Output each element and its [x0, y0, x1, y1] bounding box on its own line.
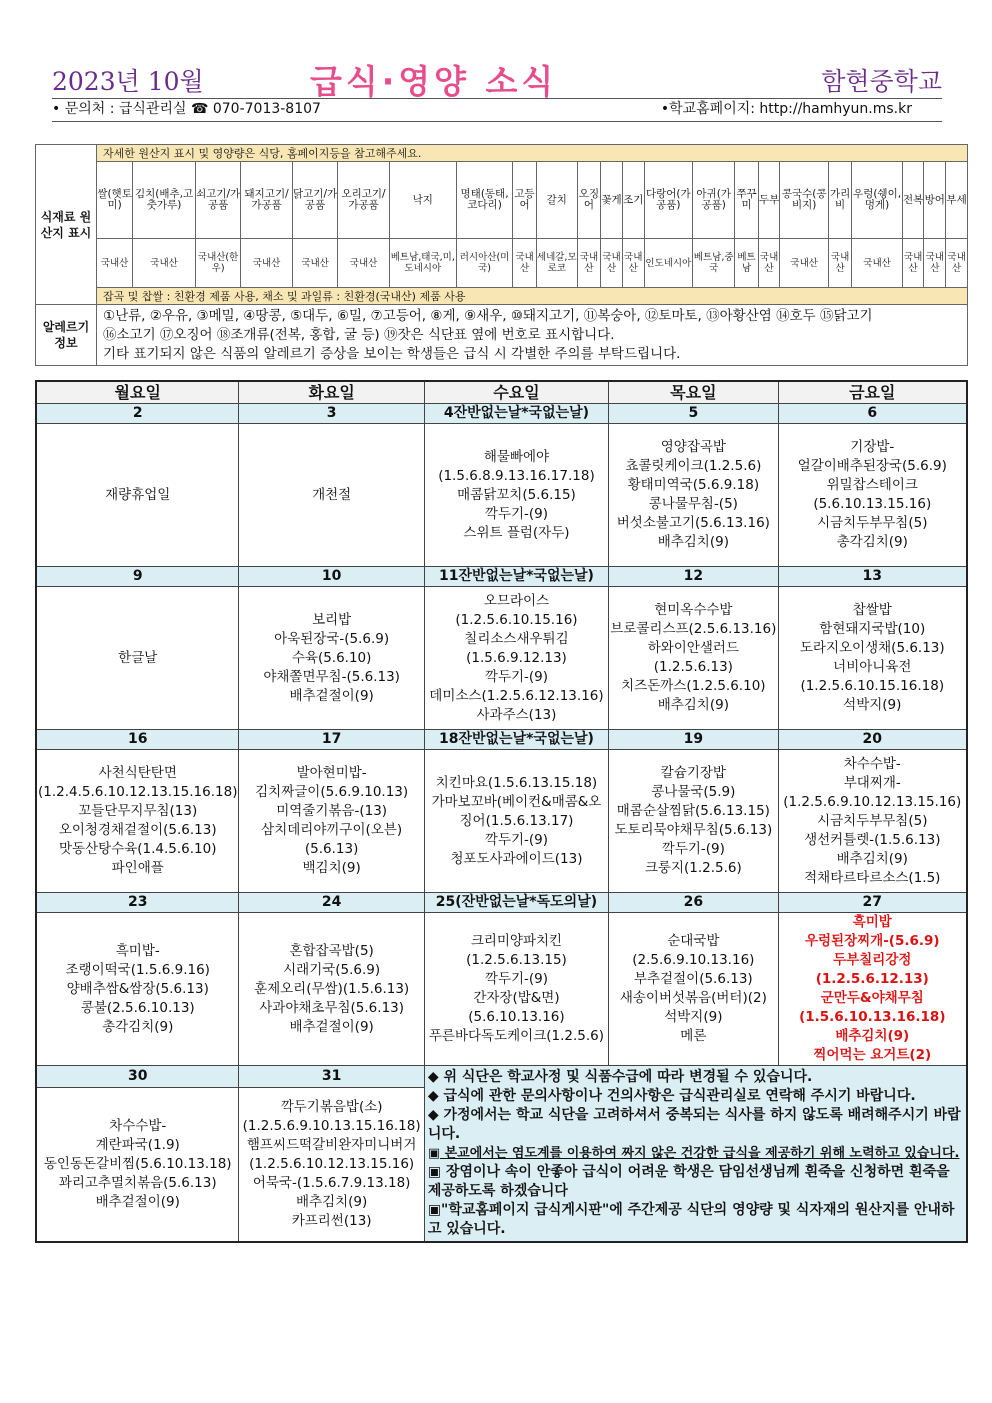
menu-item: 크룽지(1.2.5.6)	[644, 860, 742, 876]
menu-item: 영양잡곡밥	[660, 439, 726, 455]
menu-cell	[424, 750, 608, 893]
menu-item: 콩나물국(5.9)	[651, 784, 736, 800]
menu-item: 적채타르타르소스(1.5)	[804, 869, 941, 886]
menu-item: 콩불(2.5.6.10.13)	[80, 999, 195, 1016]
date-cell: 24	[239, 893, 424, 913]
menu-cell	[609, 750, 778, 893]
menu-cell	[36, 913, 239, 1066]
origin-country: 국내산	[622, 239, 644, 288]
menu-item: 시금치두부무침(5)	[817, 515, 928, 531]
date-cell: 27	[778, 893, 967, 913]
origin-country: 베트남	[735, 239, 758, 288]
menu-item: 배추김치(9)	[836, 850, 908, 867]
menu-cell	[778, 913, 967, 1066]
origin-item: 전복	[902, 162, 924, 239]
origin-country: 국내산	[338, 239, 390, 288]
origin-country: 국내산	[513, 239, 536, 288]
menu-cell	[239, 750, 424, 893]
date-cell: 9	[36, 567, 239, 587]
origin-item: 오리고기/가공품	[338, 162, 390, 239]
contact-bar	[52, 98, 942, 122]
menu-item: 브로콜리스프(2.5.6.13.16)	[610, 621, 777, 637]
menu-item: 석박지(9)	[843, 697, 902, 713]
origin-item: 갈치	[536, 162, 577, 239]
menu-item: 어묵국-(1.5.6.7.9.13.18)	[252, 1174, 411, 1191]
menu-item: 발아현미밥-	[296, 765, 367, 781]
date-cell: 4잔반없는날*국없는날)	[424, 404, 608, 424]
menu-item: 혼합잡곡밥(5)	[289, 942, 374, 959]
menu-item: 배추겉절이(9)	[289, 687, 374, 704]
day-header: 화요일	[239, 381, 424, 404]
origin-item: 낙지	[389, 162, 456, 239]
menu-item: 석박지(9)	[664, 1009, 723, 1025]
menu-item: 깍두기볶음밥(소)(1.2.5.6.9.10.13.15.16.18)	[242, 1098, 421, 1134]
menu-item: 배추김치(9)	[835, 1028, 910, 1044]
menu-item: 시래기국(5.6.9)	[283, 961, 381, 978]
origin-country: 세네갈,모로코	[536, 239, 577, 288]
menu-item: 훈제오리(무쌈)(1.5.6.13)	[254, 980, 410, 997]
menu-item: 매콤순살찜닭(5.6.13.15)	[616, 803, 770, 819]
page-header	[52, 62, 942, 102]
origin-item: 다랑어(가공품)	[644, 162, 692, 239]
contact-info: • 문의처 : 급식관리실 ☎ 070-7013-8107	[52, 101, 321, 117]
date-cell: 12	[609, 567, 778, 587]
origin-item: 가리비	[828, 162, 851, 239]
origin-note-bottom: 잡곡 및 찹쌀 : 친환경 제품 사용, 채소 및 과일류 : 친환경(국내산) 제품 사용	[97, 288, 968, 305]
school-name: 함현중학교	[821, 67, 942, 96]
origin-item: 명태(동태,코다리)	[456, 162, 513, 239]
menu-item: 부대찌개-(1.2.5.6.9.10.12.13.15.16)	[783, 774, 962, 810]
menu-item: 계란파국(1.9)	[95, 1136, 180, 1153]
menu-item: 생선커틀렛-(1.5.6.13)	[804, 831, 941, 848]
menu-item: 야채쫄면무침-(5.6.13)	[263, 668, 400, 685]
allergy-info	[97, 305, 968, 366]
menu-cell	[424, 913, 608, 1066]
day-header: 월요일	[36, 381, 239, 404]
notice-line: ◆ 급식에 관한 문의사항이나 건의사항은 급식관리실로 연락해 주시기 바랍니다.	[427, 1088, 916, 1104]
homepage-link[interactable]: •학교홈페이지: http://hamhyun.ms.kr	[660, 101, 912, 117]
menu-item: 치즈돈까스(1.2.5.6.10)	[621, 678, 766, 694]
menu-cell	[239, 587, 424, 730]
origin-item: 아귀(가공품)	[693, 162, 735, 239]
origin-table	[35, 144, 968, 366]
notice-line: ▣"학교홈페이지 급식게시판"에 주간제공 식단의 영양량 및 식자재의 원산지를 안내하고 있습니다.	[427, 1202, 955, 1237]
menu-cell	[36, 424, 239, 567]
menu-item: 카프리썬(13)	[291, 1212, 372, 1229]
menu-item: 두부칠리강정(1.2.5.6.12.13)	[815, 952, 929, 987]
menu-item: 배추겉절이(9)	[95, 1193, 180, 1210]
menu-item: 칼슘기장밥	[660, 765, 726, 781]
menu-item: 얼갈이배추된장국(5.6.9)	[797, 458, 947, 474]
menu-item: 맛동산탕수육(1.4.5.6.10)	[58, 841, 217, 857]
menu-item: 새송이버섯볶음(버터)(2)	[619, 990, 767, 1006]
date-cell: 17	[239, 730, 424, 750]
date-cell: 31	[239, 1066, 424, 1088]
menu-item: 도토리묵야채무침(5.6.13)	[614, 822, 773, 838]
menu-item: 너비아니육전(1.2.5.6.10.15.16.18)	[800, 659, 945, 694]
origin-country: 국내산	[97, 239, 133, 288]
menu-cell	[239, 913, 424, 1066]
menu-item: 사과야채초무침(5.6.13)	[259, 999, 405, 1016]
menu-item: 데미소스(1.2.5.6.12.13.16)	[429, 687, 604, 704]
menu-item: 군만두&야채무침(1.5.6.10.13.16.18)	[799, 990, 946, 1025]
date-cell: 25(잔반없는날*독도의날)	[424, 893, 608, 913]
origin-item: 고등어	[513, 162, 536, 239]
origin-country: 국내산	[292, 239, 337, 288]
origin-item: 오징어	[577, 162, 600, 239]
menu-item: 쵸콜릿케이크(1.2.5.6)	[625, 458, 762, 474]
origin-country: 베트남,중국	[693, 239, 735, 288]
menu-item: 크리미양파치킨(1.2.5.6.13.15)	[466, 933, 567, 968]
menu-cell	[36, 750, 239, 893]
origin-item: 돼지고기/가공품	[241, 162, 293, 239]
menu-item: 차수수밥-	[109, 1117, 167, 1134]
menu-item: 간자장(밥&면)(5.6.10.13.16)	[468, 990, 565, 1025]
menu-item: 개천절	[312, 486, 352, 503]
date-cell: 11잔반없는날*국없는날)	[424, 567, 608, 587]
menu-item: 김치짜글이(5.6.9.10.13)	[255, 784, 409, 800]
menu-item: 배추겉절이(9)	[289, 1018, 374, 1035]
origin-country: 국내산	[601, 239, 623, 288]
notice-line: ▣ 본교에서는 염도계를 이용하여 짜지 않은 건강한 급식을 제공하기 위해 노력하고 있습니다.	[427, 1146, 960, 1161]
origin-item: 우렁(쉥이,멍게)	[852, 162, 902, 239]
menu-cell	[778, 424, 967, 567]
origin-country: 국내산	[946, 239, 968, 288]
origin-item: 두부	[758, 162, 780, 239]
origin-country: 국내산	[852, 239, 902, 288]
menu-cell	[609, 587, 778, 730]
menu-item: 깍두기-(9)	[484, 668, 549, 685]
origin-note-top: 자세한 원산지 표시 및 영양량은 식당, 홈페이지등을 참고해주세요.	[97, 145, 968, 162]
menu-item: 기장밥-	[850, 439, 895, 455]
origin-country: 러시아산(미국)	[456, 239, 513, 288]
menu-item: 깍두기-(9)	[484, 505, 549, 522]
menu-item: 차수수밥-	[843, 755, 901, 772]
notice-line: ◆ 가정에서는 학교 식단을 고려하셔서 중복되는 식사를 하지 않도록 배려해주시기 바랍니다.	[427, 1107, 961, 1142]
origin-country: 국내산(한우)	[195, 239, 240, 288]
allergy-line-2: ⑯소고기 ⑰오징어 ⑱조개류(전복, 홍합, 굴 등) ⑲잣은 식단표 옆에 번호로 표시합니다.	[103, 326, 615, 343]
menu-item: 매콤닭꼬치(5.6.15)	[457, 486, 576, 503]
menu-item: 깍두기-(9)	[661, 841, 725, 857]
menu-item: 동인동돈갈비찜(5.6.10.13.18)	[43, 1155, 232, 1172]
date-cell: 30	[36, 1066, 239, 1088]
origin-country: 국내산	[241, 239, 293, 288]
date-cell: 6	[778, 404, 967, 424]
menu-item: 백김치(9)	[302, 860, 361, 876]
newsletter-title: 급식·영양 소식	[310, 62, 558, 101]
notice-line: ◆ 위 식단은 학교사정 및 식품수급에 따라 변경될 수 있습니다.	[427, 1069, 813, 1085]
menu-item: 하와이안샐러드(1.2.5.6.13)	[647, 640, 739, 675]
menu-item: 함현돼지국밥(10)	[819, 621, 926, 637]
origin-country: 국내산	[902, 239, 924, 288]
allergy-line-1: ①난류, ②우유, ③메밀, ④땅콩, ⑤대두, ⑥밀, ⑦고등어, ⑧게, ⑨새우, ⑩돼지고기, ⑪복숭아, ⑫토마토, ⑬아황산염 ⑭호두 ⑮닭고기	[103, 307, 873, 324]
origin-item: 김치(배추,고춧가루)	[133, 162, 196, 239]
menu-item: 총각김치(9)	[836, 534, 908, 550]
allergy-line-3: 기타 표기되지 않은 식품의 알레르기 증상을 보이는 학생들은 급식 시 각별한 주의를 부탁드립니다.	[103, 345, 681, 362]
menu-item: 푸른바다독도케이크(1.2.5.6)	[428, 1028, 605, 1044]
menu-item: 우렁된장찌개-(5.6.9)	[804, 933, 940, 949]
menu-item: 부추겉절이(5.6.13)	[634, 971, 753, 987]
origin-item: 쇠고기/가공품	[195, 162, 240, 239]
origin-country: 국내산	[780, 239, 828, 288]
menu-item: 칠리소스새우튀김(1.5.6.9.12.13)	[464, 630, 569, 666]
date-cell: 16	[36, 730, 239, 750]
menu-item: 콩나물무침-(5)	[648, 496, 738, 512]
menu-item: 수육(5.6.10)	[291, 649, 372, 666]
menu-item: 양배추쌈&쌈장(5.6.13)	[66, 980, 209, 997]
menu-cell	[36, 1087, 239, 1242]
menu-item: 햄프씨드떡갈비완자미니버거(1.2.5.6.10.12.13.15.16)	[246, 1136, 417, 1172]
menu-item: 아욱된장국-(5.6.9)	[274, 630, 390, 647]
date-cell: 26	[609, 893, 778, 913]
menu-item: 치킨마요(1.5.6.13.15.18)	[435, 774, 598, 791]
origin-country: 베트남,태국,미,도네시아	[389, 239, 456, 288]
menu-item: 배추김치(9)	[657, 534, 729, 550]
menu-cell	[239, 424, 424, 567]
menu-item: 배추김치(9)	[657, 697, 729, 713]
origin-item: 닭고기/가공품	[292, 162, 337, 239]
menu-item: 배추김치(9)	[295, 1193, 368, 1210]
menu-cell	[609, 424, 778, 567]
menu-item: 흑미밥	[852, 914, 892, 930]
date-cell: 20	[778, 730, 967, 750]
origin-item: 쭈꾸미	[735, 162, 758, 239]
day-header: 목요일	[609, 381, 778, 404]
date-cell: 19	[609, 730, 778, 750]
menu-item: 꽈리고추멸치볶음(5.6.13)	[58, 1174, 217, 1191]
menu-item: 깍두기-(9)	[484, 831, 549, 848]
date-cell: 10	[239, 567, 424, 587]
menu-item: 찹쌀밥	[852, 602, 892, 618]
menu-item: 가마보꼬바(베이컨&매콤&오징어(1.5.6.13.17)	[431, 793, 602, 829]
menu-item: 도라지오이생채(5.6.13)	[799, 640, 945, 656]
menu-item: 흑미밥-	[115, 942, 160, 959]
menu-item: 현미옥수수밥	[654, 602, 733, 618]
menu-cell	[424, 424, 608, 567]
menu-item: 삼치데리야끼구이(오븐)(5.6.13)	[261, 822, 403, 857]
menu-item: 청포도사과에이드(13)	[450, 850, 583, 867]
menu-item: 황태미역국(5.6.9.18)	[627, 477, 760, 493]
menu-item: 버섯소불고기(5.6.13.16)	[616, 515, 770, 531]
menu-item: 순대국밥	[667, 933, 720, 949]
menu-item: 한글날	[118, 649, 158, 666]
date-cell: 13	[778, 567, 967, 587]
day-header: 금요일	[778, 381, 967, 404]
origin-country: 국내산	[577, 239, 600, 288]
menu-item: 사천식탄탄면(1.2.4.5.6.10.12.13.15.16.18)	[38, 765, 238, 800]
menu-item: 미역줄기볶음-(13)	[276, 803, 388, 819]
origin-item: 꽃게	[601, 162, 623, 239]
menu-item: 꼬들단무지무침(13)	[78, 803, 198, 819]
menu-item: 시금치두부무침(5)	[817, 812, 928, 829]
origin-label: 식재료 원산지 표시	[36, 145, 97, 305]
origin-country: 국내산	[924, 239, 946, 288]
menu-item: (2.5.6.9.10.13.16)	[632, 952, 755, 968]
menu-item: 조랭이떡국(1.5.6.9.16)	[65, 961, 210, 978]
menu-item: 오이청경채겉절이(5.6.13)	[58, 822, 217, 838]
menu-item: 해물빠에야(1.5.6.8.9.13.16.17.18)	[438, 448, 595, 484]
date-cell: 18잔반없는날*국없는날)	[424, 730, 608, 750]
day-header: 수요일	[424, 381, 608, 404]
menu-calendar	[35, 380, 968, 1243]
menu-item: 파인애플	[111, 860, 164, 876]
date-cell: 23	[36, 893, 239, 913]
menu-item: 찍어먹는 요거트(2)	[813, 1047, 932, 1063]
origin-country: 국내산	[133, 239, 196, 288]
menu-cell	[239, 1087, 424, 1242]
menu-item: 보리밥	[312, 611, 352, 628]
menu-cell	[778, 587, 967, 730]
menu-item: 사과주스(13)	[476, 706, 557, 723]
origin-item: 쌀(햇토미)	[97, 162, 133, 239]
menu-item: 재량휴업일	[105, 486, 171, 503]
menu-cell	[609, 913, 778, 1066]
menu-item: 스위트 플럼(자두)	[463, 524, 570, 541]
allergy-label: 알레르기 정보	[36, 305, 97, 366]
menu-item: 총각김치(9)	[102, 1018, 174, 1035]
menu-cell	[778, 750, 967, 893]
date-cell: 2	[36, 404, 239, 424]
menu-item: 메론	[680, 1028, 707, 1044]
menu-cell	[424, 587, 608, 730]
menu-item: 깍두기-(9)	[484, 971, 549, 987]
menu-cell	[36, 587, 239, 730]
origin-item: 콩국수(콩비지)	[780, 162, 828, 239]
origin-item: 조기	[622, 162, 644, 239]
issue-date: 2023년 10월	[52, 67, 204, 96]
date-cell: 5	[609, 404, 778, 424]
notice-line: ▣ 장염이나 속이 안좋아 급식이 어려운 학생은 담임선생님께 흰죽을 신청하면 흰죽을 제공하도록 하겠습니다	[427, 1164, 950, 1199]
date-cell: 3	[239, 404, 424, 424]
menu-item: 오므라이스(1.2.5.6.10.15.16)	[455, 592, 578, 628]
origin-country: 인도네시아	[644, 239, 692, 288]
menu-item: 위밀찹스테이크(5.6.10.13.15.16)	[813, 477, 932, 512]
origin-item: 부세	[946, 162, 968, 239]
origin-country: 국내산	[758, 239, 780, 288]
origin-country: 국내산	[828, 239, 851, 288]
origin-item: 방어	[924, 162, 946, 239]
notice-box	[424, 1066, 967, 1243]
